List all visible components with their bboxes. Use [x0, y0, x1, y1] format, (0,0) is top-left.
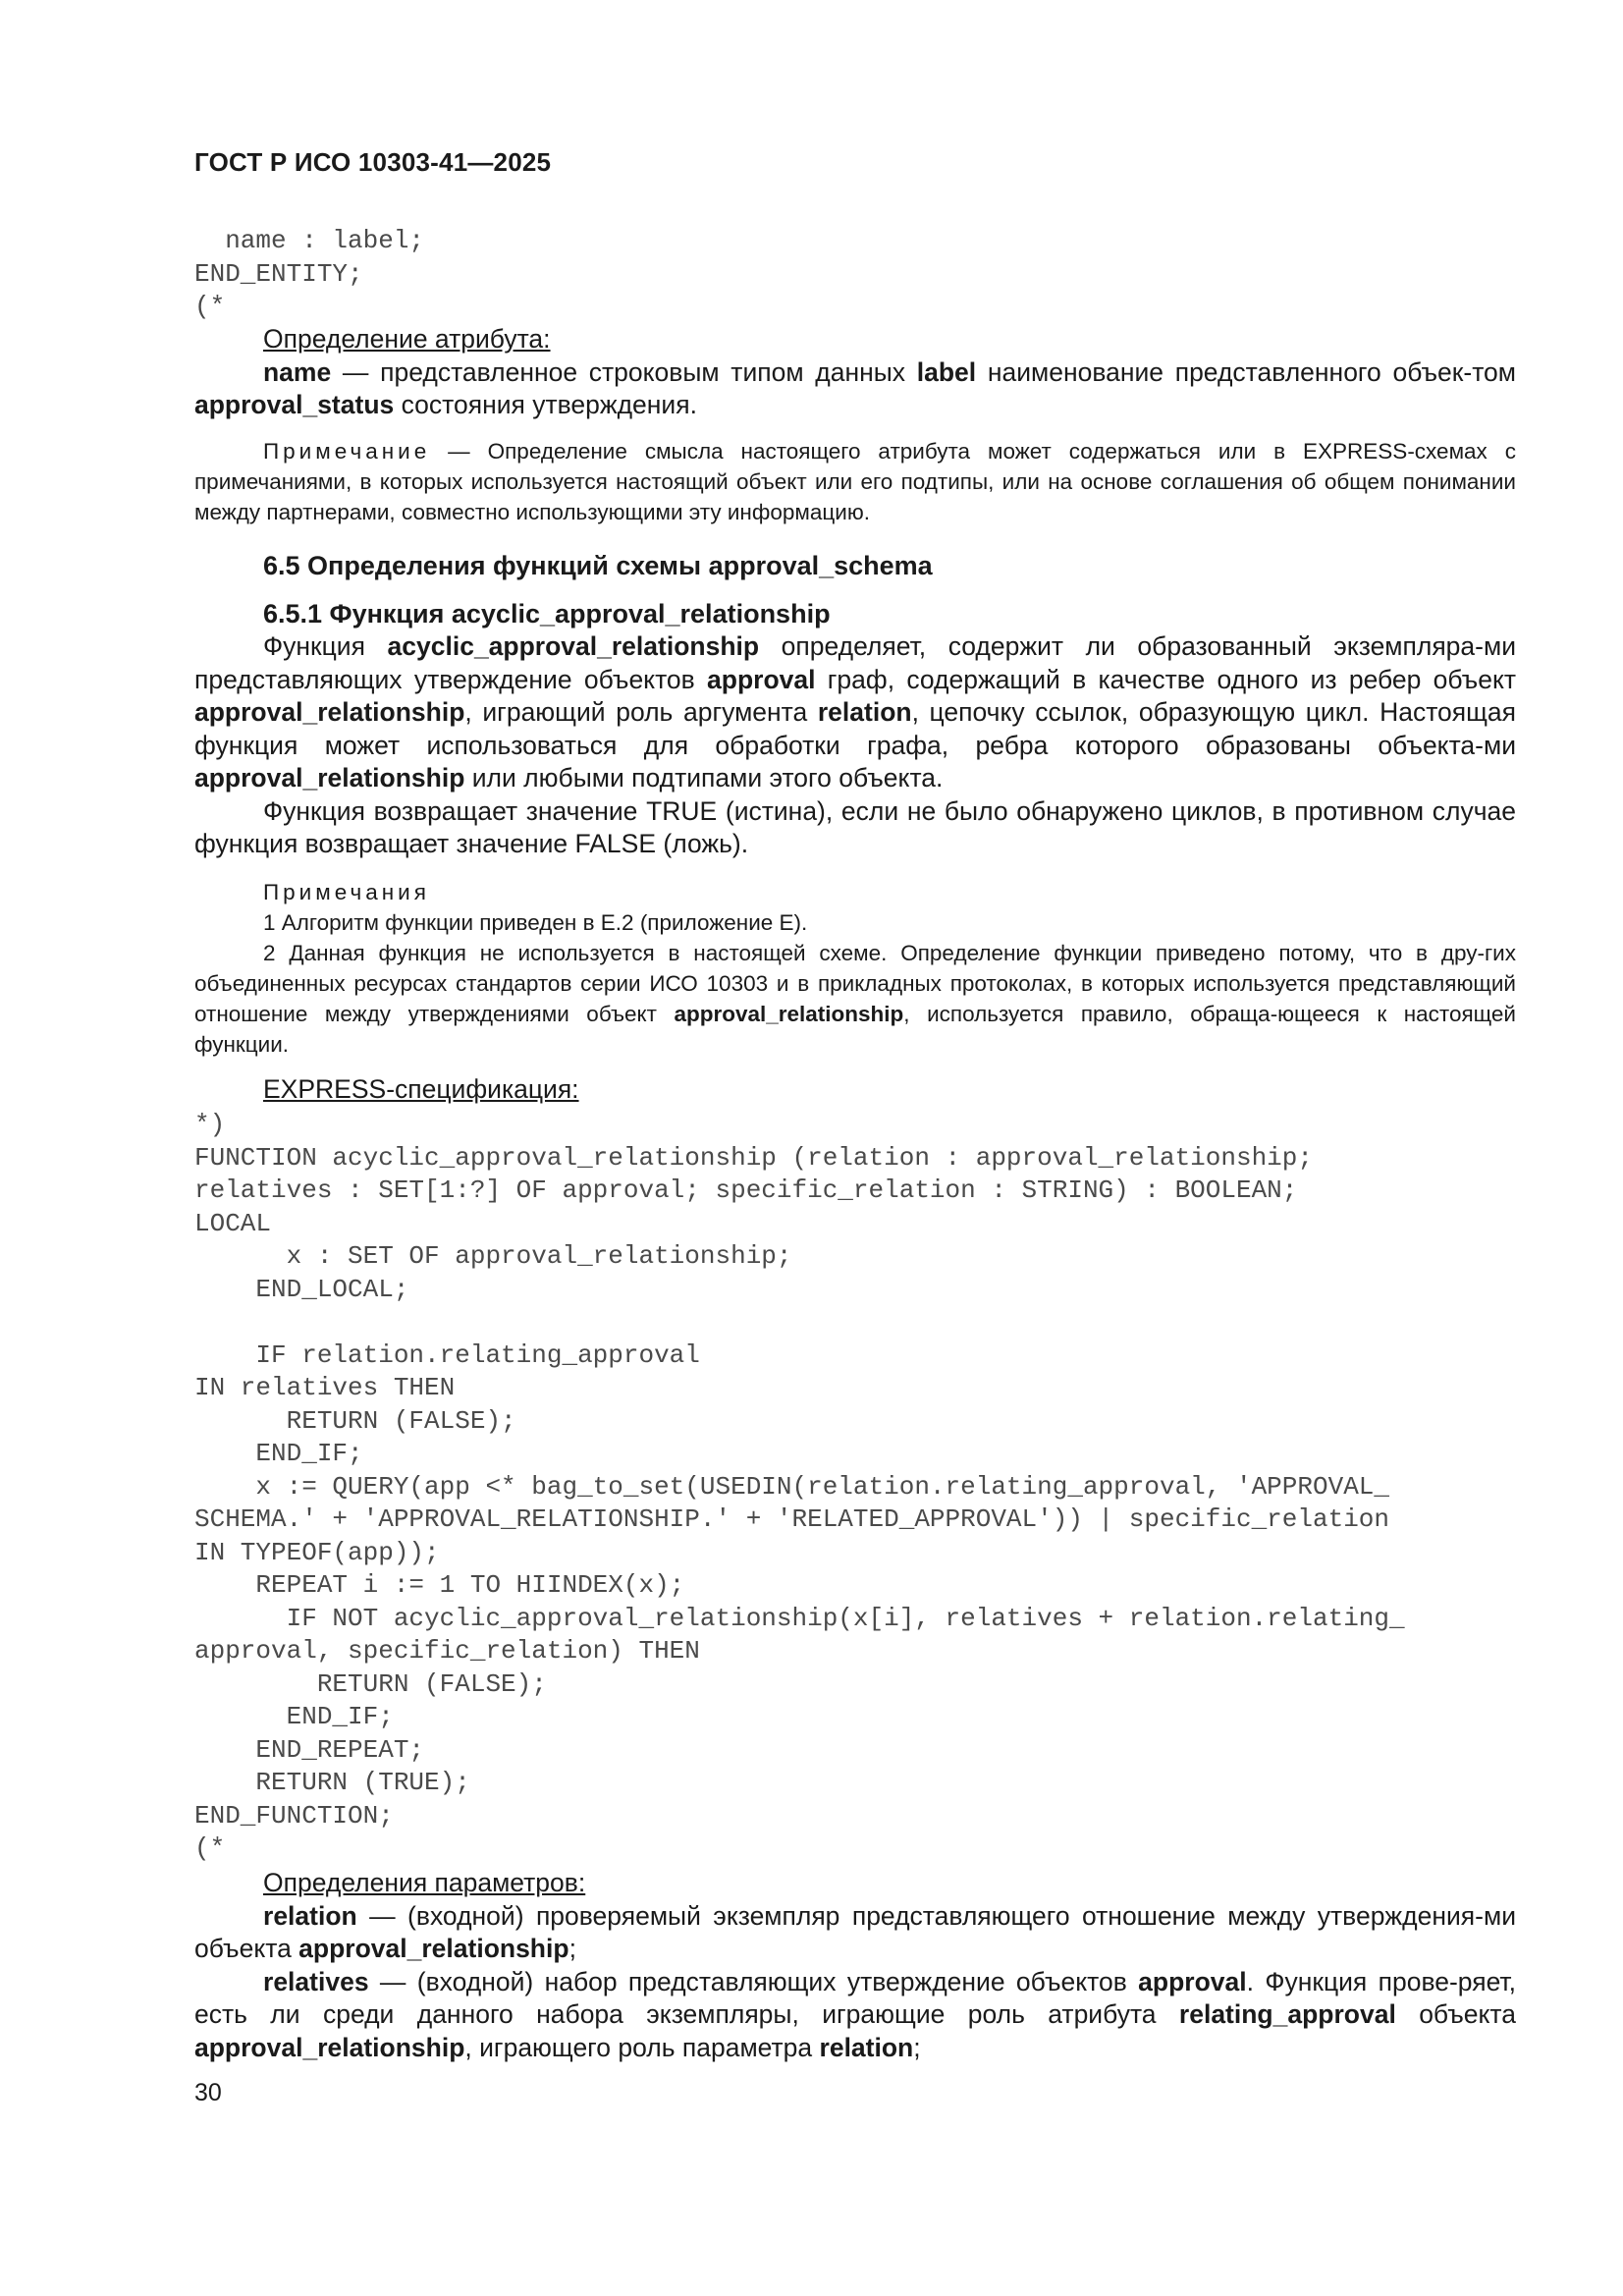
parameter-definitions	[194, 1867, 1516, 2064]
notes-block	[194, 877, 1516, 1060]
subsection-title: 6.5.1 Функция acyclic_approval_relationship	[263, 598, 831, 629]
attribute-definition-text: name — представленное строковым типом данных label наименование представленного объек-том approval_status состояния утверждения.	[194, 356, 1517, 419]
parameter-definitions-heading: Определения параметров:	[263, 1868, 586, 1897]
express-heading: EXPRESS-спецификация:	[263, 1074, 579, 1104]
note-attribute	[194, 436, 1516, 527]
note-item-2: 2 Данная функция не используется в настоящей схеме. Определение функции приведено потому, что в дру-гих объединенных ресурсах стандартов серии ИСО 10303 и в прикладных протоколах, в которых используется представляющий отношение между утверждениями объект approval_relationship, используется правило, обраща-ющееся к настоящей функции.	[194, 941, 1516, 1057]
attribute-definition-heading: Определение атрибута:	[263, 324, 551, 354]
section-block	[194, 550, 1516, 861]
note-item-1: 1 Алгоритм функции приведен в E.2 (приложение E).	[263, 910, 808, 935]
parameter-relation: relation — (входной) проверяемый экземпляр представляющего отношение между утверждения-ми объекта approval_relationship;	[194, 1900, 1516, 1963]
function-description: Функция acyclic_approval_relationship определяет, содержит ли образованный экземпляра-ми представляющих утверждение объектов approval граф, содержащий в качестве одного из ребер объект approval_relationship, играющий роль аргумента relation, цепочку ссылок, образующую цикл. Настоящая функция может использоваться для обработки графа, ребра которого образованы объекта-ми approval_relationship или любыми подтипами этого объекта.	[194, 631, 1517, 793]
note-text: — Определение смысла настоящего атрибута может содержаться или в EXPRESS-схемах с примечаниями, в которых используется настоящий объект или его подтипы, или на основе соглашения об общем понимании между партнерами, совместно использующими эту информацию.	[194, 439, 1516, 524]
section-title: 6.5 Определения функций схемы approval_schema	[263, 551, 933, 580]
attribute-definition	[194, 323, 1516, 422]
note-label: Примечание	[263, 439, 431, 464]
code-block-function: *) FUNCTION acyclic_approval_relationship (relation : approval_relationship; relatives : SET[1:?] OF approval; specific_relation : STRING) : BOOLEAN; LOCAL x : SET OF approval_relationship; END_LOCAL; IF relation.relating_approval IN relatives THEN RETURN (FALSE); END_IF; x := QUERY(app <* bag_to_set(USEDIN(relation.relating_approval, 'APPROVAL_ SCHEMA.' + 'APPROVAL_RELATIONSHIP.' + 'RELATED_APPROVAL')) | specific_relation IN TYPEOF(app)); REPEAT i := 1 TO HIINDEX(x); IF NOT acyclic_approval_relationship(x[i], relatives + relation.relating_ approval, specific_relation) THEN RETURN (FALSE); END_IF; END_REPEAT; RETURN (TRUE); END_FUNCTION; (*	[194, 1110, 1405, 1863]
express-heading-block	[194, 1073, 1516, 1107]
notes-label: Примечания	[263, 880, 430, 904]
document-header: ГОСТ Р ИСО 10303-41—2025	[194, 147, 552, 177]
page-number: 30	[194, 2079, 222, 2106]
parameter-relatives: relatives — (входной) набор представляющих утверждение объектов approval. Функция прове-ряет, есть ли среди данного набора экземпляры, играющие роль атрибута relating_approval объекта approval_relationship, играющего роль параметра relation;	[194, 1966, 1516, 2062]
function-return-description: Функция возвращает значение TRUE (истина), если не было обнаружено циклов, в противном случае функция возвращает значение FALSE (ложь).	[194, 795, 1516, 858]
code-block-top: name : label; END_ENTITY; (*	[194, 226, 425, 321]
